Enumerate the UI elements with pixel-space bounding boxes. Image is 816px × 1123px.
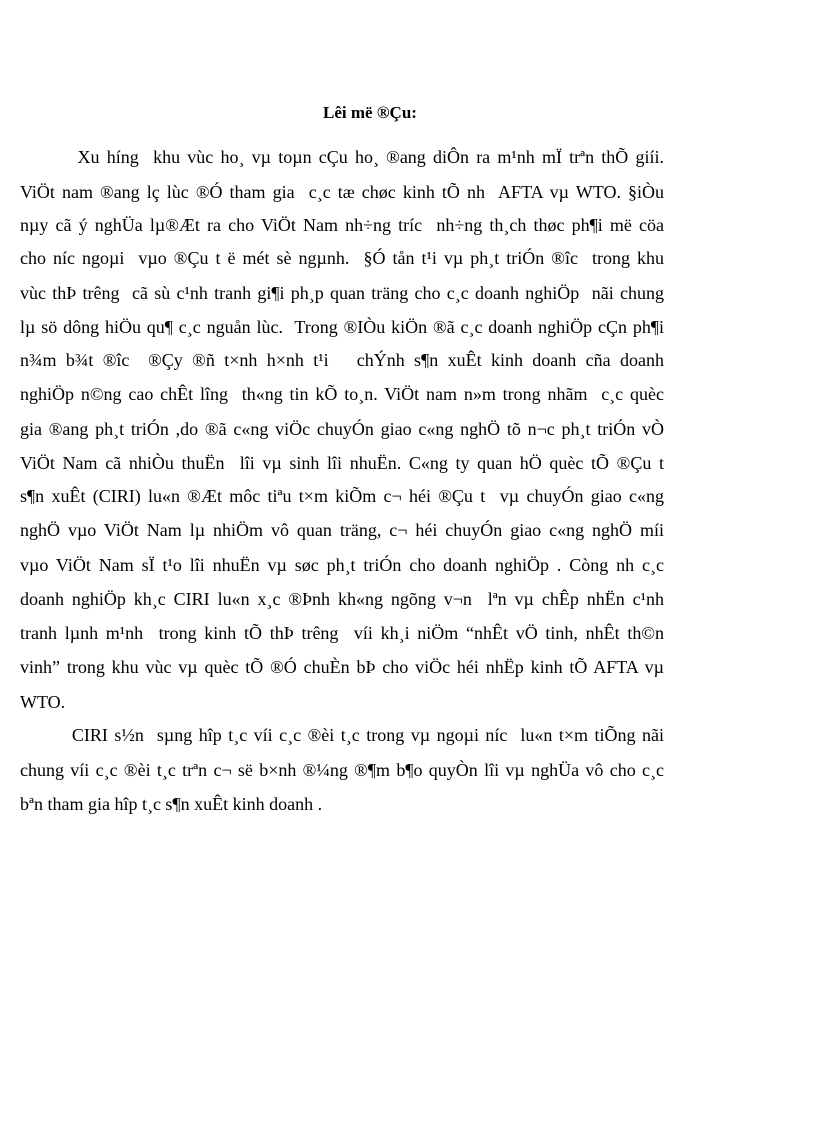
paragraph-line: vinh” trong khu vùc vµ quèc tÕ ®Ó chuÈn bÞ cho viÖc héi nhËp kinh tÕ AFTA vµ: [20, 657, 664, 677]
paragraph-line: nµy cã ý nghÜa lµ®Æt ra cho ViÖt Nam nh÷ng tríc nh÷ng th¸ch thøc ph¶i më cöa: [20, 215, 664, 235]
paragraph-line: ViÖt nam ®ang lç lùc ®Ó tham gia c¸c tæ chøc kinh tÕ nh AFTA vµ WTO. §iÒu: [20, 182, 664, 202]
document-page: [20, 0, 664, 1123]
paragraph-line: ViÖt Nam cã nhiÒu thuËn lîi vµ sinh lîi nhuËn. C«ng ty quan hÖ quèc tÕ ®Çu t: [20, 453, 664, 473]
paragraph-line: bªn tham gia hîp t¸c s¶n xuÊt kinh doanh .: [20, 794, 323, 814]
paragraph-line: chung víi c¸c ®èi t¸c trªn c¬ së b×nh ®¼ng ®¶m b¶o quyÒn lîi vµ nghÜa vô cho c¸c: [20, 760, 664, 780]
paragraph-line: doanh nghiÖp kh¸c CIRI lu«n x¸c ®Þnh kh«ng ngõng v¬n lªn vµ chÊp nhËn c¹nh: [20, 589, 664, 609]
paragraph-line: n¾m b¾t ®îc ®Çy ®ñ t×nh h×nh t¹i chÝnh s¶n xuÊt kinh doanh cña doanh: [20, 350, 664, 370]
paragraph-line: Xu híng khu vùc ho¸ vµ toµn cÇu ho¸ ®ang diÔn ra m¹nh mÏ trªn thÕ giíi.: [20, 147, 664, 167]
paragraph-line: vùc thÞ trêng cã sù c¹nh tranh gi¶i ph¸p quan träng cho c¸c doanh nghiÖp nãi chung: [20, 283, 664, 303]
paragraph-line: s¶n xuÊt (CIRI) lu«n ®Æt môc tiªu t×m kiÕm c¬ héi ®Çu t vµ chuyÓn giao c«ng: [20, 486, 664, 506]
paragraph-line: gia ®ang ph¸t triÓn ,do ®ã c«ng viÖc chuyÓn giao c«ng nghÖ tõ n¬c ph¸t triÓn vÒ: [20, 419, 664, 439]
document-title: Lêi më ®Çu:: [323, 103, 417, 122]
paragraph-line: WTO.: [20, 692, 66, 712]
paragraph-line: nghÖ vµo ViÖt Nam lµ nhiÖm vô quan träng, c¬ héi chuyÓn giao c«ng nghÖ míi: [20, 520, 664, 540]
paragraph-line: lµ sö dông hiÖu qu¶ c¸c nguån lùc. Trong ®IÒu kiÖn ®ã c¸c doanh nghiÖp cÇn ph¶i: [20, 317, 664, 337]
paragraph-line: CIRI s½n sµng hîp t¸c víi c¸c ®èi t¸c trong vµ ngoµi níc lu«n t×m tiÕng nãi: [20, 725, 664, 745]
paragraph-line: cho níc ngoµi vµo ®Çu t ë mét sè ngµnh. §Ó tån t¹i vµ ph¸t triÓn ®îc trong khu: [20, 248, 664, 268]
paragraph-line: vµo ViÖt Nam sÏ t¹o lîi nhuËn vµ søc ph¸t triÓn cho doanh nghiÖp . Còng nh c¸c: [20, 555, 664, 575]
paragraph-line: nghiÖp n©ng cao chÊt lîng th«ng tin kÕ to¸n. ViÖt nam n»m trong nhãm c¸c quèc: [20, 384, 664, 404]
paragraph-line: tranh lµnh m¹nh trong kinh tÕ thÞ trêng víi kh¸i niÖm “nhÊt vÖ tinh, nhÊt th©n: [20, 623, 664, 643]
